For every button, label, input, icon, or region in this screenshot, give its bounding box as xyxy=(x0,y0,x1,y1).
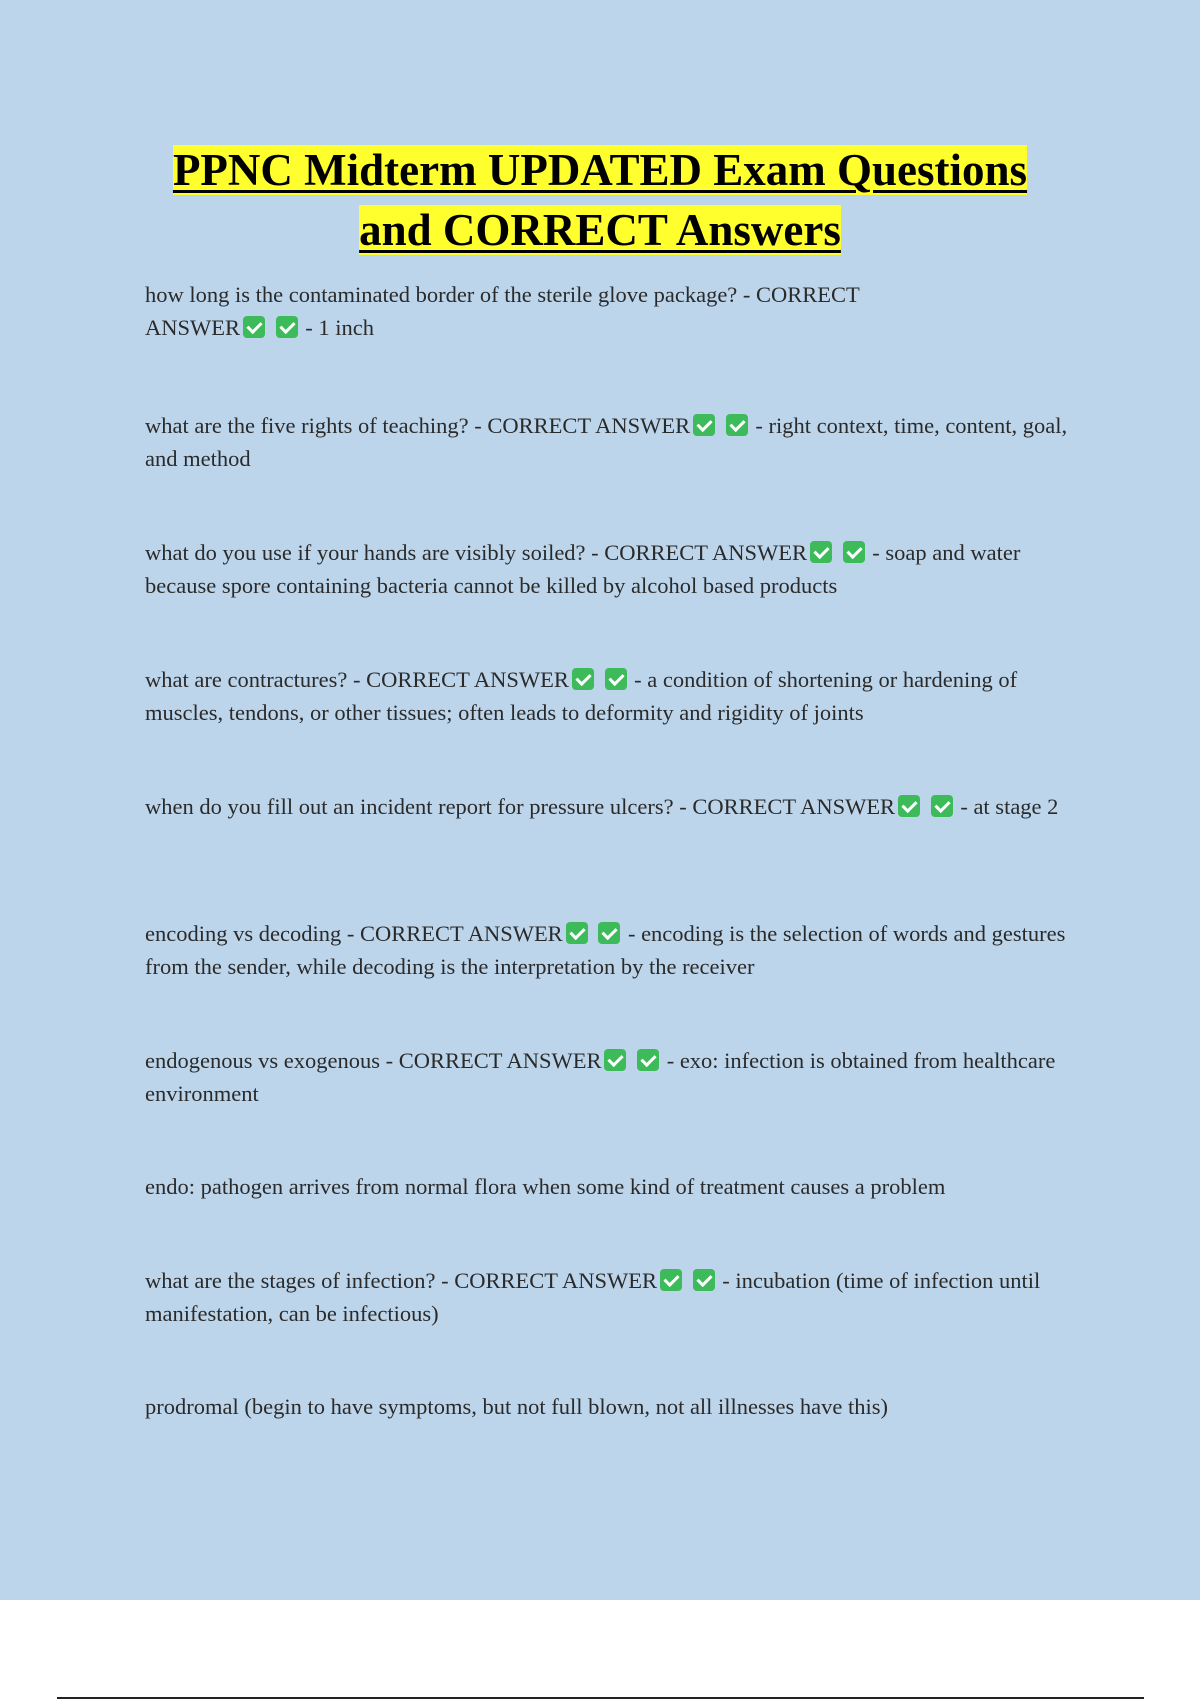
qa-item-2 xyxy=(145,409,1090,475)
question-text: what are the five rights of teaching? - CORRECT ANSWER xyxy=(145,413,691,438)
qa-item-3 xyxy=(145,536,1090,602)
answer-text: - right context, time, content, goal, and method xyxy=(145,413,1068,471)
question-text: when do you fill out an incident report for pressure ulcers? - CORRECT ANSWER xyxy=(145,794,896,819)
paragraph-text: prodromal (begin to have symptoms, but not full blown, not all illnesses have this) xyxy=(145,1394,889,1419)
paragraph-text: endo: pathogen arrives from normal flora when some kind of treatment causes a problem xyxy=(145,1174,946,1199)
check-mark-icon xyxy=(843,541,865,563)
check-mark-icon xyxy=(604,1049,626,1071)
qa-item-9 xyxy=(145,1264,1090,1330)
question-text: how long is the contaminated border of the sterile glove package? - CORRECT xyxy=(145,282,860,307)
check-mark-icon xyxy=(566,922,588,944)
answer-text: - soap and water because spore containing bacteria cannot be killed by alcohol based products xyxy=(145,540,1021,598)
check-mark-icon xyxy=(726,414,748,436)
check-mark-icon xyxy=(898,795,920,817)
footer-divider xyxy=(57,1697,1144,1699)
check-mark-icon xyxy=(810,541,832,563)
qa-item-4 xyxy=(145,663,1090,729)
qa-item-6 xyxy=(145,917,1090,983)
check-mark-icon xyxy=(660,1269,682,1291)
document-title xyxy=(120,140,1080,260)
title-line-2: and CORRECT Answers xyxy=(359,205,841,255)
question-text: what are the stages of infection? - CORRECT ANSWER xyxy=(145,1268,657,1293)
question-text: what do you use if your hands are visibly soiled? - CORRECT ANSWER xyxy=(145,540,808,565)
answer-text: - at stage 2 xyxy=(954,794,1059,819)
question-text: encoding vs decoding - CORRECT ANSWER xyxy=(145,921,563,946)
answer-text: - a condition of shortening or hardening of muscles, tendons, or other tissues; often leads to deformity and rigidity of joints xyxy=(145,667,1018,725)
qa-item-5 xyxy=(145,790,1090,823)
qa-item-7 xyxy=(145,1044,1090,1110)
check-mark-icon xyxy=(693,1269,715,1291)
title-line-1: PPNC Midterm UPDATED Exam Questions xyxy=(172,145,1028,195)
check-mark-icon xyxy=(243,316,265,338)
question-text: endogenous vs exogenous - CORRECT ANSWER xyxy=(145,1048,602,1073)
check-mark-icon xyxy=(572,668,594,690)
check-mark-icon xyxy=(605,668,627,690)
check-mark-icon xyxy=(276,316,298,338)
answer-text: - exo: infection is obtained from healthcare environment xyxy=(145,1048,1056,1106)
answer-text: - encoding is the selection of words and gestures from the sender, while decoding is the interpretation by the receiver xyxy=(145,921,1066,979)
question-text-cont: ANSWER xyxy=(145,315,240,340)
qa-item-8 xyxy=(145,1170,1090,1203)
check-mark-icon xyxy=(931,795,953,817)
answer-text: - incubation (time of infection until manifestation, can be infectious) xyxy=(145,1268,1041,1326)
qa-item-1 xyxy=(145,278,1090,344)
check-mark-icon xyxy=(598,922,620,944)
qa-item-10 xyxy=(145,1390,1090,1423)
answer-text: - 1 inch xyxy=(299,315,374,340)
question-text: what are contractures? - CORRECT ANSWER xyxy=(145,667,569,692)
check-mark-icon xyxy=(637,1049,659,1071)
check-mark-icon xyxy=(693,414,715,436)
